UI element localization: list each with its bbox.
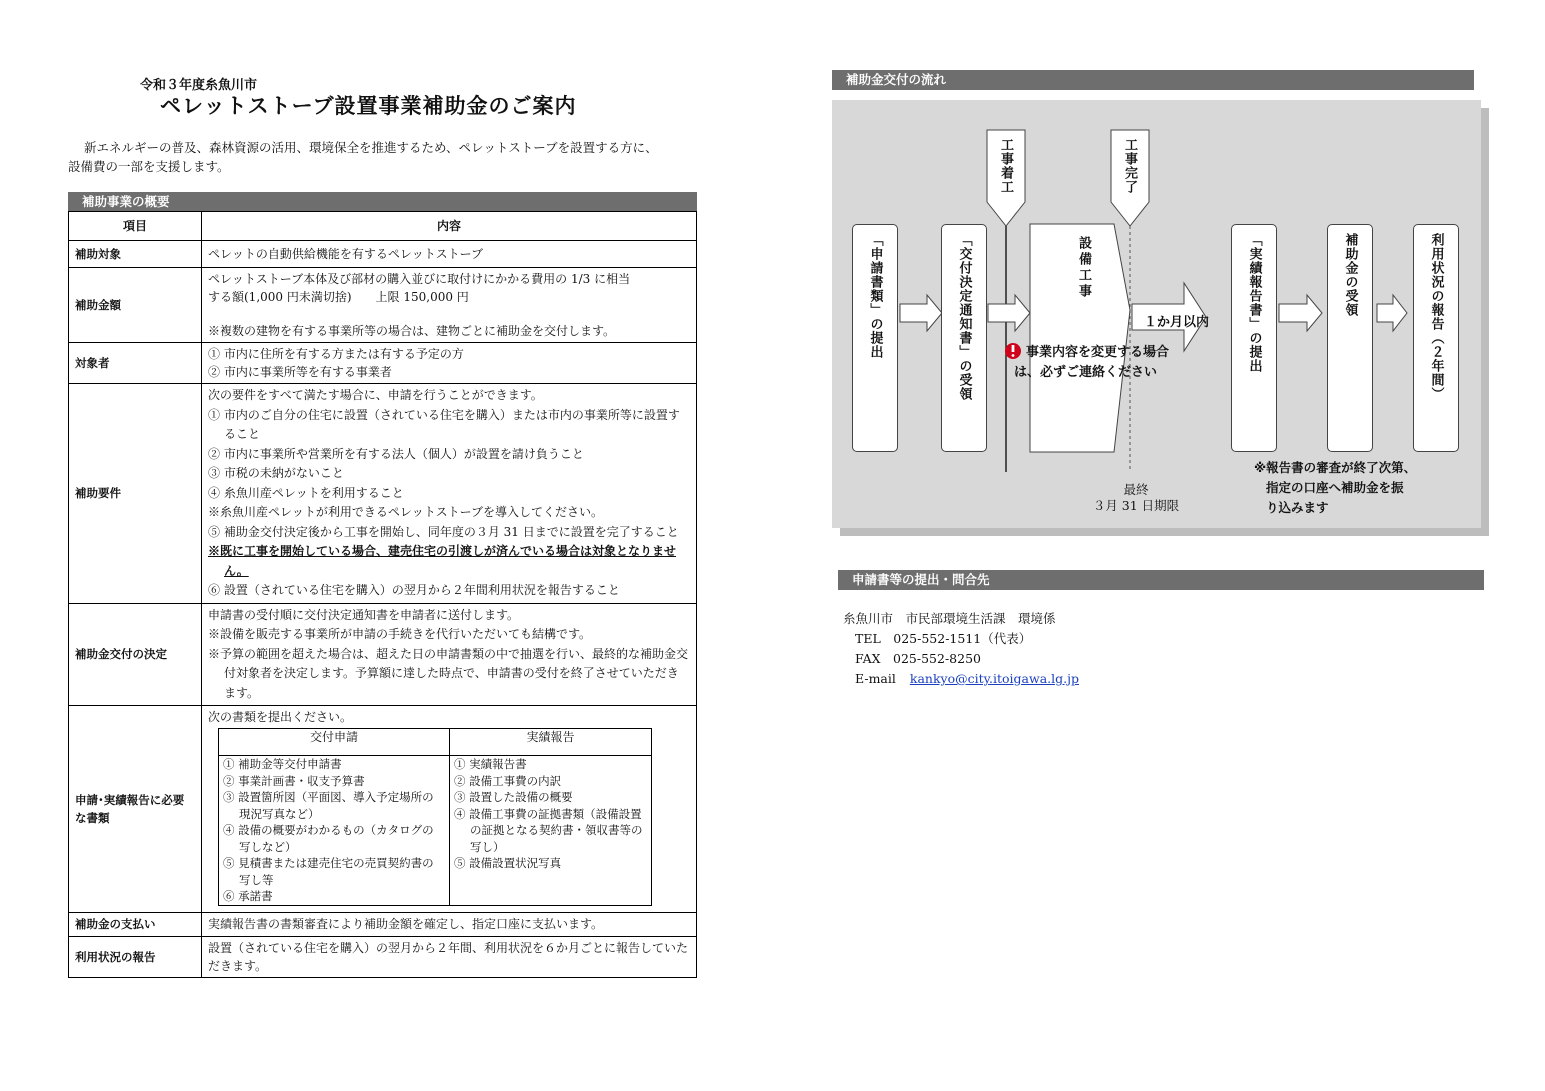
list-item: ⑥ 承諾書 [223,889,273,903]
text-line: ⑤ 補助金交付決定後から工事を開始し、同年度の３月 31 日までに設置を完了すること [208,524,679,539]
flow-section-header: 補助金交付の流れ [832,70,1474,90]
flow-diagram [832,100,1481,528]
text-line: ※糸魚川産ペレットが利用できるペレットストーブを導入してください。 [208,505,604,519]
contact-org: 糸魚川市 市民部環境生活課 環境係 [843,611,1056,626]
row-value: 設置（されている住宅を購入）の翌月から２年間、利用状況を６か月ごとに報告していただきます。 [202,936,697,977]
contact-fax: FAX 025-552-8250 [855,651,981,666]
row-key: 申請･実績報告に必要な書類 [69,706,202,913]
row-key: 利用状況の報告 [69,936,202,977]
row-key: 補助金交付の決定 [69,603,202,706]
deadline-line-1: 最終 [1123,482,1149,497]
end-label: 工事完了 [1122,138,1137,194]
table-row [69,936,697,977]
text-line: ※予算の範囲を超えた場合は、超えた日の申請書類の中で抽選を行い、最終的な補助金交付対象者を決定します。予算額に達した時点で、申請書の受付を終了させていただきます。 [208,646,689,700]
text-line: ① 市内のご自分の住宅に設置（されている住宅を購入）または市内の事業所等に設置すること [208,407,680,441]
docs-col-report: 実績報告 [450,729,652,756]
row-key: 補助対象 [69,241,202,268]
row-key: 補助金の支払い [69,912,202,936]
arrow-icon [1279,295,1322,331]
text-line: ペレットストーブ本体及び部材の購入並びに取付けにかかる費用の 1/3 に相当 [208,272,631,286]
start-label: 工事着工 [998,138,1013,194]
list-item: ④ 設備工事費の証拠書類（設備設置の証拠となる契約書・領収書等の写し） [454,806,643,854]
report-docs-list [450,756,652,906]
step-submit-report: 「実績報告書」の提出 [1231,224,1277,452]
list-item: ⑤ 見積書または建売住宅の売買契約書の写し等 [223,856,434,887]
text-line: ③ 市税の未納がないこと [208,466,344,480]
table-row [69,241,697,268]
row-value [202,343,697,384]
row-value: ペレットの自動供給機能を有するペレットストーブ [202,241,697,268]
list-item: ① 実績報告書 [454,757,527,771]
contact-section-header: 申請書等の提出・問合先 [838,570,1484,590]
arrow-label: １か月以内 [1144,315,1210,330]
table-row [69,603,697,706]
report-note [1254,458,1416,518]
table-row [69,268,697,343]
list-item: ④ 設備の概要がわかるもの（カタログの写しなど） [223,823,434,854]
deadline-line-2: ３月 31 日期限 [1092,498,1180,513]
list-item: ① 補助金等交付申請書 [223,757,342,771]
table-header-row [69,212,697,241]
contact-info [843,609,1079,689]
text-line: 次の要件をすべて満たす場合に、申請を行うことができます。 [208,388,543,402]
intro-line-2: 設備費の一部を支援します。 [68,159,230,174]
row-value: 実績報告書の書類審査により補助金額を確定し、指定口座に支払います。 [202,912,697,936]
text-line: ④ 糸魚川産ペレットを利用すること [208,485,404,500]
report-note-line-2: 指定の口座へ補助金を振 [1266,480,1404,495]
text-line: ② 市内に事業所や営業所を有する法人（個人）が設置を請け負うこと [208,446,584,461]
deadline-text [1088,482,1184,514]
list-item: ③ 設置箇所図（平面図、導入予定場所の現況写真など） [223,790,434,821]
contact-tel: TEL 025-552-1511（代表） [855,631,1032,646]
notice-text: 事業内容を変更する場合は、必ずご連絡ください [1014,345,1170,380]
col-header-item: 項目 [69,212,202,241]
row-key: 補助要件 [69,384,202,604]
row-value [202,603,697,706]
email-label: E-mail [855,671,896,686]
text-line: ⑥ 設置（されている住宅を購入）の翌月から２年間利用状況を報告すること [208,583,620,597]
table-row [69,343,697,384]
contact-email-row [843,669,1079,689]
list-item: ② 事業計画書・収支予算書 [223,773,365,788]
intro-line-1: 新エネルギーの普及、森林資源の活用、環境保全を推進するため、ペレットストーブを設置する方に、 [84,140,658,155]
subtitle: 令和３年度糸魚川市 [140,78,258,93]
overview-section-header: 補助事業の概要 [68,192,697,212]
step-submit-application: 「申請書類」の提出 [852,224,898,452]
report-note-line-1: ※報告書の審査が終了次第、 [1254,460,1417,475]
arrow-icon [1377,295,1407,331]
row-value [202,706,697,913]
row-value [202,268,697,343]
step-construction: 設備工事 [1076,236,1091,300]
apply-docs-list [219,756,450,906]
col-header-content: 内容 [202,212,697,241]
text-line: ① 市内に住所を有する方または有する予定の方 [208,347,464,361]
row-value [202,384,697,604]
list-item: ③ 設置した設備の概要 [454,790,573,804]
arrow-icon [900,295,942,331]
table-row [69,384,697,604]
intro-text [68,138,698,176]
arrow-icon [988,295,1030,331]
table-row [69,706,697,913]
step-usage-report: 利用状況の報告（２年間） [1413,224,1459,452]
docs-col-apply: 交付申請 [219,729,450,756]
list-item: ⑤ 設備設置状況写真 [454,856,562,870]
email-link[interactable]: kankyo@city.itoigawa.lg.jp [909,671,1079,686]
step-receive-notice: 「交付決定通知書」の受領 [941,224,987,452]
text-line: ② 市内に事業所等を有する事業者 [208,365,392,379]
documents-table [218,728,652,906]
text-line: する額(1,000 円未満切捨) 上限 150,000 円 [208,290,469,304]
text-line: 次の書類を提出ください。 [208,710,353,724]
text-line: ※複数の建物を有する事業所等の場合は、建物ごとに補助金を交付します。 [208,324,616,338]
report-note-line-3: り込みます [1266,500,1329,515]
text-line: 申請書の受付順に交付決定通知書を申請者に送付します。 [208,607,520,622]
row-key: 補助金額 [69,268,202,343]
list-item: ② 設備工事費の内訳 [454,773,562,788]
page-title: ペレットストーブ設置事業補助金のご案内 [160,94,577,118]
warning-text: ※既に工事を開始している場合、建売住宅の引渡しが済んでいる場合は対象となりません。 [208,544,677,578]
overview-table [68,211,697,978]
row-key: 対象者 [69,343,202,384]
text-line: ※設備を販売する事業所が申請の手続きを代行いただいても結構です。 [208,627,592,641]
table-row [69,912,697,936]
step-receive-subsidy: 補助金の受領 [1327,224,1373,452]
